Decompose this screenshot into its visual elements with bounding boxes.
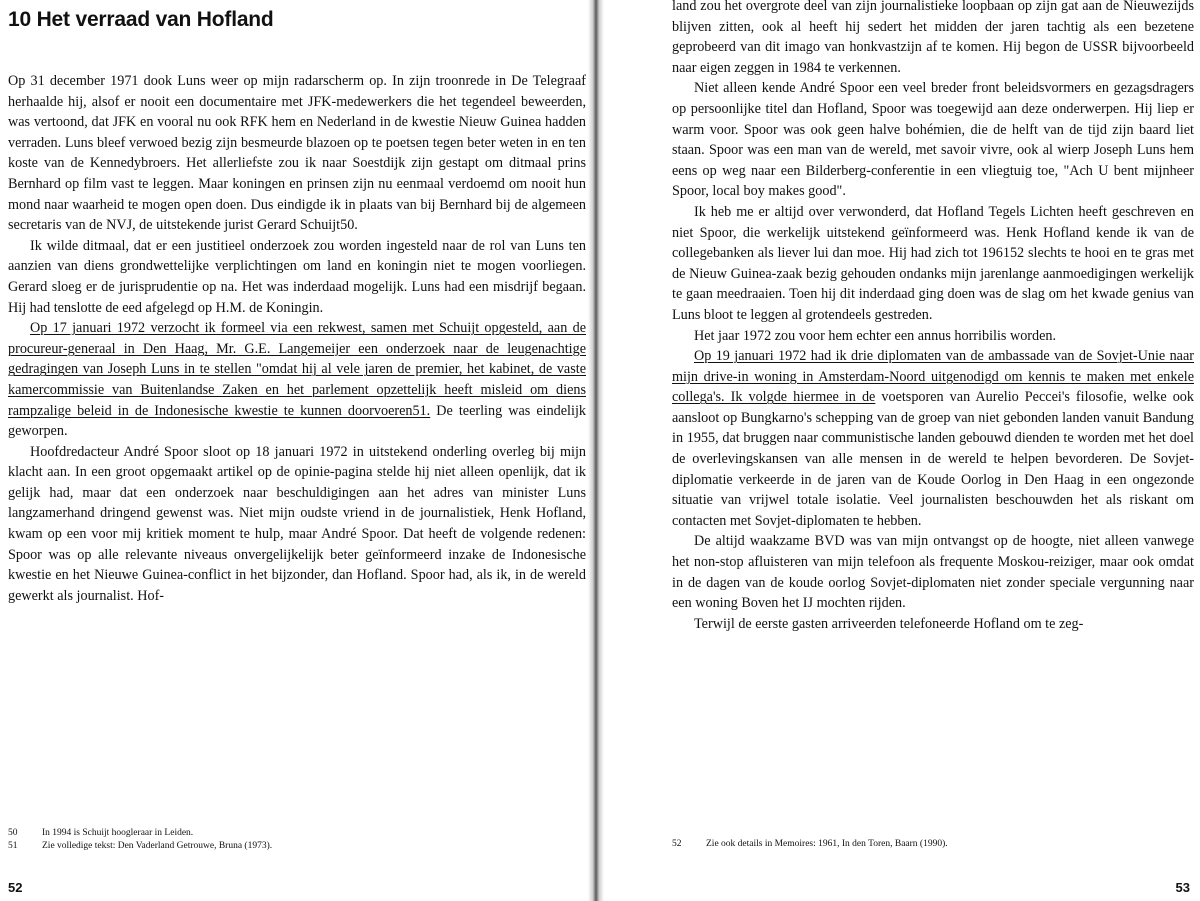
footnote-number: 52 bbox=[672, 839, 682, 849]
right-page bbox=[606, 0, 1200, 901]
paragraph-continuation: De teerling was eindelijk geworpen. bbox=[8, 402, 586, 440]
paragraph: Niet alleen kende André Spoor een veel breder front beleidsvormers en gezagsdragers op persoonlijke titel dan Hofland, Spoor was toegewijd aan deze onderwerpen. Hij liep er warm voor. Spoor was ook geen halve bohémien, die de helft van de tijd zijn baard liet staan. Spoor was een man van de wereld, met savoir vivre, ook al wierp Joseph Luns hem eens op weg naar een Bilderberg-conferentie in een vliegtuig toe, "Ach U bent mijnheer Spoor, local boy makes good". bbox=[672, 80, 1194, 200]
left-page bbox=[0, 0, 592, 901]
footnote-number: 50 bbox=[8, 828, 18, 838]
footnote-text: Zie ook details in Memoires: 1961, In den Toren, Baarn (1990). bbox=[706, 839, 948, 849]
footnote-text: In 1994 is Schuijt hoogleraar in Leiden. bbox=[42, 828, 194, 838]
footnote bbox=[8, 840, 272, 853]
underlined-paragraph bbox=[672, 346, 1194, 531]
paragraph: Hoofdredacteur André Spoor sloot op 18 januari 1972 in uitstekend onderling overleg bij mijn klacht aan. In een groot opgemaakt artikel op de opinie-pagina stelde hij niet alleen openlijk, dat ik gelijk had, maar dat een onderzoek naar beschuldigingen aan het adres van minister Luns langzamerhand dringend gewenst was. Niet mijn oudste vriend in de journalistiek, Henk Hofland, kwam op een voor mij kritiek moment te hulp, maar André Spoor. Dat heeft de volgende redenen: Spoor was op alle relevante niveaus onvergelijkelijk beter geïnformeerd inzake de Indonesische kwestie en het Nieuwe Guinea-conflict in het bijzonder, dan Hofland. Spoor had, als ik, in de wereld gewerkt als journalist. Hof- bbox=[8, 443, 586, 604]
footnote bbox=[672, 838, 948, 851]
footnote-number: 51 bbox=[8, 841, 18, 851]
page-number: 52 bbox=[8, 880, 23, 895]
footnote bbox=[8, 827, 272, 840]
paragraph: Ik heb me er altijd over verwonderd, dat Hofland Tegels Lichten heeft geschreven en niet Spoor, die werkelijk uitstekend geïnformeerd was. Henk Hofland kende ik van de collegebanken als liever lui dan moe. Hij had zich tot 196152 slechts te hooi en te gras met de Nieuw Guinea-zaak bezig gehouden ondanks mijn jarenlange aanmoedigingen werkelijk te gaan meedraaien. Toen hij dit inderdaad ging doen was de slag om het kwade genius van Luns bloot te leggen al grotendeels gestreden. bbox=[672, 203, 1194, 323]
paragraph-continuation: voetsporen van Aurelio Peccei's filosofie, welke ook aansloot op Bungkarno's schepping van de groep van niet gebonden landen vanuit Bandung in 1955, dat bruggen naar communistische landen gebouwd dienden te worden met het doel de overlevingskansen van alle mensen in de wereld te helpen bevorderen. De Sovjet-diplomatie verkeerde in de jaren van de Koude Oorlog in Den Haag in een ongezonde situatie van vrijwel totale isolatie. Veel journalisten beschouwden het als riskant om contacten met Sovjet-diplomaten te hebben. bbox=[672, 389, 1194, 529]
page-number: 53 bbox=[1175, 880, 1190, 895]
paragraph: Het jaar 1972 zou voor hem echter een annus horribilis worden. bbox=[694, 327, 1057, 344]
paragraph: Op 31 december 1971 dook Luns weer op mijn radarscherm op. In zijn troonrede in De Telegraaf herhaalde hij, alsof er nooit een documentaire met JFK-medewerkers die het tegendeel beweerden, was vertoond, dat JFK en vooral nu ook RFK hem en Nederland in de kwestie Nieuw Guinea hadden verraden. Luns bleef verwoed bezig zijn besmeurde blazoen op te poetsen tegen beter weten in en ten koste van de Kennedybroers. Het allerliefste zou ik naar Soestdijk zijn gestapt om ditmaal prins Bernhard op film vast te leggen. Maar koningen en prinsen zijn nu eenmaal verdoemd om nooit hun mond naar waarheid te mogen open doen. Dus eindigde ik in plaats van bij Bernhard bij de algemeen secretaris van de NVJ, de uitstekende jurist Gerard Schuijt50. bbox=[8, 73, 586, 234]
paragraph: land zou het overgrote deel van zijn journalistieke loopbaan op zijn gat aan de Nieuwezijds blijven zitten, ook al heeft hij sedert het midden der jaren tachtig als een bezetene geprobeerd van dit imago van honkvastzijn af te komen. Hij begon de USSR bijvoorbeeld naar eigen zeggen in 1984 te verkennen. bbox=[672, 0, 1194, 76]
right-page-body bbox=[672, 0, 1194, 634]
chapter-title: 10 Het verraad van Hofland bbox=[8, 8, 274, 31]
book-gutter bbox=[588, 0, 604, 901]
footnotes bbox=[8, 827, 272, 853]
underlined-passage: Op 17 januari 1972 verzocht ik formeel via een rekwest, samen met Schuijt opgesteld, aan de procureur-generaal in Den Haag, Mr. G.E. Langemeijer een onderzoek naar de leugenachtige gedragingen van Joseph Luns in te stellen "omdat hij al vele jaren de premier, het kabinet, de vaste kamercommissie van Buitenlandse Zaken en het parlement opzettelijk heeft misleid om diens rampzalige beleid in de Indonesische kwestie te kunnen doorvoeren51. bbox=[8, 320, 586, 419]
underlined-passage: Op 19 januari 1972 had ik drie diplomaten van de ambassade van de Sovjet-Unie naar mijn drive-in woning in Amsterdam-Noord uitgenodigd om kennis te maken met enkele collega's. Ik volgde hiermee in de bbox=[672, 348, 1194, 406]
paragraph: Ik wilde ditmaal, dat er een justitieel onderzoek zou worden ingesteld naar de rol van Luns ten aanzien van diens grondwettelijke verplichtingen om land en koningin niet te mogen voorliegen. Gerard sloeg er de jurisprudentie op na. Het was inderdaad mogelijk. Luns had een misdrijf begaan. Hij had tenslotte de eed afgelegd op H.M. de Koningin. bbox=[8, 237, 586, 316]
footnote-text: Zie volledige tekst: Den Vaderland Getrouwe, Bruna (1973). bbox=[42, 841, 273, 851]
underlined-paragraph bbox=[8, 318, 586, 442]
paragraph: De altijd waakzame BVD was van mijn ontvangst op de hoogte, niet alleen vanwege het non-stop afluisteren van mijn telefoon als frequente Moskou-reiziger, maar ook omdat in de dagen van de koude oorlog Sovjet-diplomaten niet zonder speciale vergunning naar een woning Boven het IJ mochten rijden. bbox=[672, 533, 1194, 612]
left-page-body bbox=[8, 71, 586, 606]
footnotes bbox=[672, 838, 948, 851]
paragraph: Terwijl de eerste gasten arriveerden telefoneerde Hofland om te zeg- bbox=[694, 615, 1084, 632]
